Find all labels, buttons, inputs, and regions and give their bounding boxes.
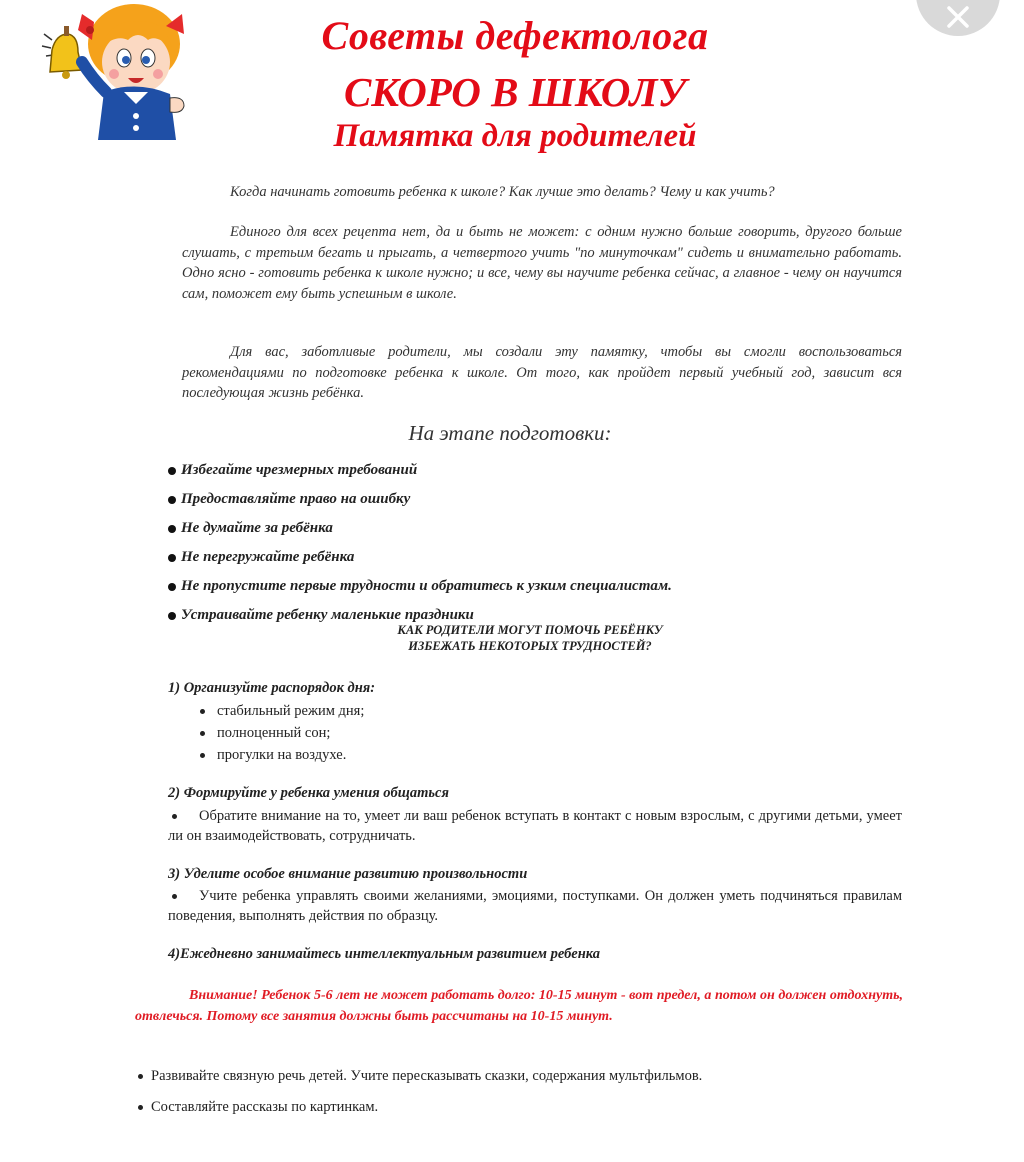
intro-paragraph-1: Когда начинать готовить ребенка к школе? Как лучше это делать? Чему и как учить? <box>230 184 775 200</box>
page-title-main: СКОРО В ШКОЛУ <box>343 69 687 115</box>
close-icon <box>945 4 971 30</box>
list-item: Не пропустите первые трудности и обратитесь к узким специалистам. <box>168 572 672 601</box>
section-1-title: 1) Организуйте распорядок дня: <box>168 680 376 696</box>
section-2-title: 2) Формируйте у ребенка умения общаться <box>168 785 449 801</box>
section-2-text: Обратите внимание на то, умеет ли ваш ребенок вступать в контакт с новым взрослым, с другими детьми, умеет ли он взаимодействовать, сотрудничать. <box>168 808 902 844</box>
list-item: Предоставляйте право на ошибку <box>168 485 672 514</box>
close-button[interactable] <box>916 0 1000 36</box>
list-item: полноценный сон; <box>200 722 364 744</box>
list-item: Составляйте рассказы по картинкам. <box>138 1099 378 1116</box>
section-3-text: Учите ребенка управлять своими желаниями, эмоциями, поступками. Он должен уметь подчиняться правилам поведения, выполнять действия по образцу. <box>168 888 902 924</box>
warning-note: Внимание! Ребенок 5-6 лет не может работать долго: 10-15 минут - вот предел, а потом он должен отдохнуть, отвлечься. Потому все занятия должны быть рассчитаны на 10-15 минут. <box>135 988 903 1024</box>
page-title: Советы дефектолога <box>321 13 709 58</box>
list-item: Не думайте за ребёнка <box>168 514 672 543</box>
list-item: Не перегружайте ребёнка <box>168 543 672 572</box>
intro-paragraph-2: Единого для всех рецепта нет, да и быть не может: с одним нужно больше говорить, другого больше слушать, с третьим бегать и прыгать, а четвертого учить "по минуточкам" сидеть и внимательно работать. Одно ясно - готовить ребенка к школе нужно; и все, чему вы научите ребенка сейчас, а главное - чему он научится сам, поможет ему быть успешным в школе. <box>182 224 902 302</box>
list-item: Устраивайте ребенку маленькие праздники <box>168 601 672 630</box>
list-item: Избегайте чрезмерных требований <box>168 456 672 485</box>
help-heading: КАК РОДИТЕЛИ МОГУТ ПОМОЧЬ РЕБЁНКУ ИЗБЕЖАТЬ НЕКОТОРЫХ ТРУДНОСТЕЙ? <box>397 623 663 653</box>
list-item: прогулки на воздухе. <box>200 744 364 766</box>
schoolgirl-bell-illustration <box>38 0 188 140</box>
section-1-list <box>200 700 364 766</box>
section-4-title: 4)Ежедневно занимайтесь интеллектуальным развитием ребенка <box>168 946 601 962</box>
intro-paragraph-3: Для вас, заботливые родители, мы создали эту памятку, чтобы вы смогли воспользоваться рекомендациями по подготовке ребенка к школе. От того, как пройдет первый учебный год, зависит вся последующая жизнь ребёнка. <box>182 344 902 401</box>
list-item: Развивайте связную речь детей. Учите пересказывать сказки, содержания мультфильмов. <box>138 1068 702 1085</box>
page-subtitle: Памятка для родителей <box>333 118 697 154</box>
preparation-heading: На этапе подготовки: <box>408 421 612 445</box>
section-3-title: 3) Уделите особое внимание развитию произвольности <box>168 866 528 882</box>
list-item: стабильный режим дня; <box>200 700 364 722</box>
preparation-list <box>168 456 672 630</box>
